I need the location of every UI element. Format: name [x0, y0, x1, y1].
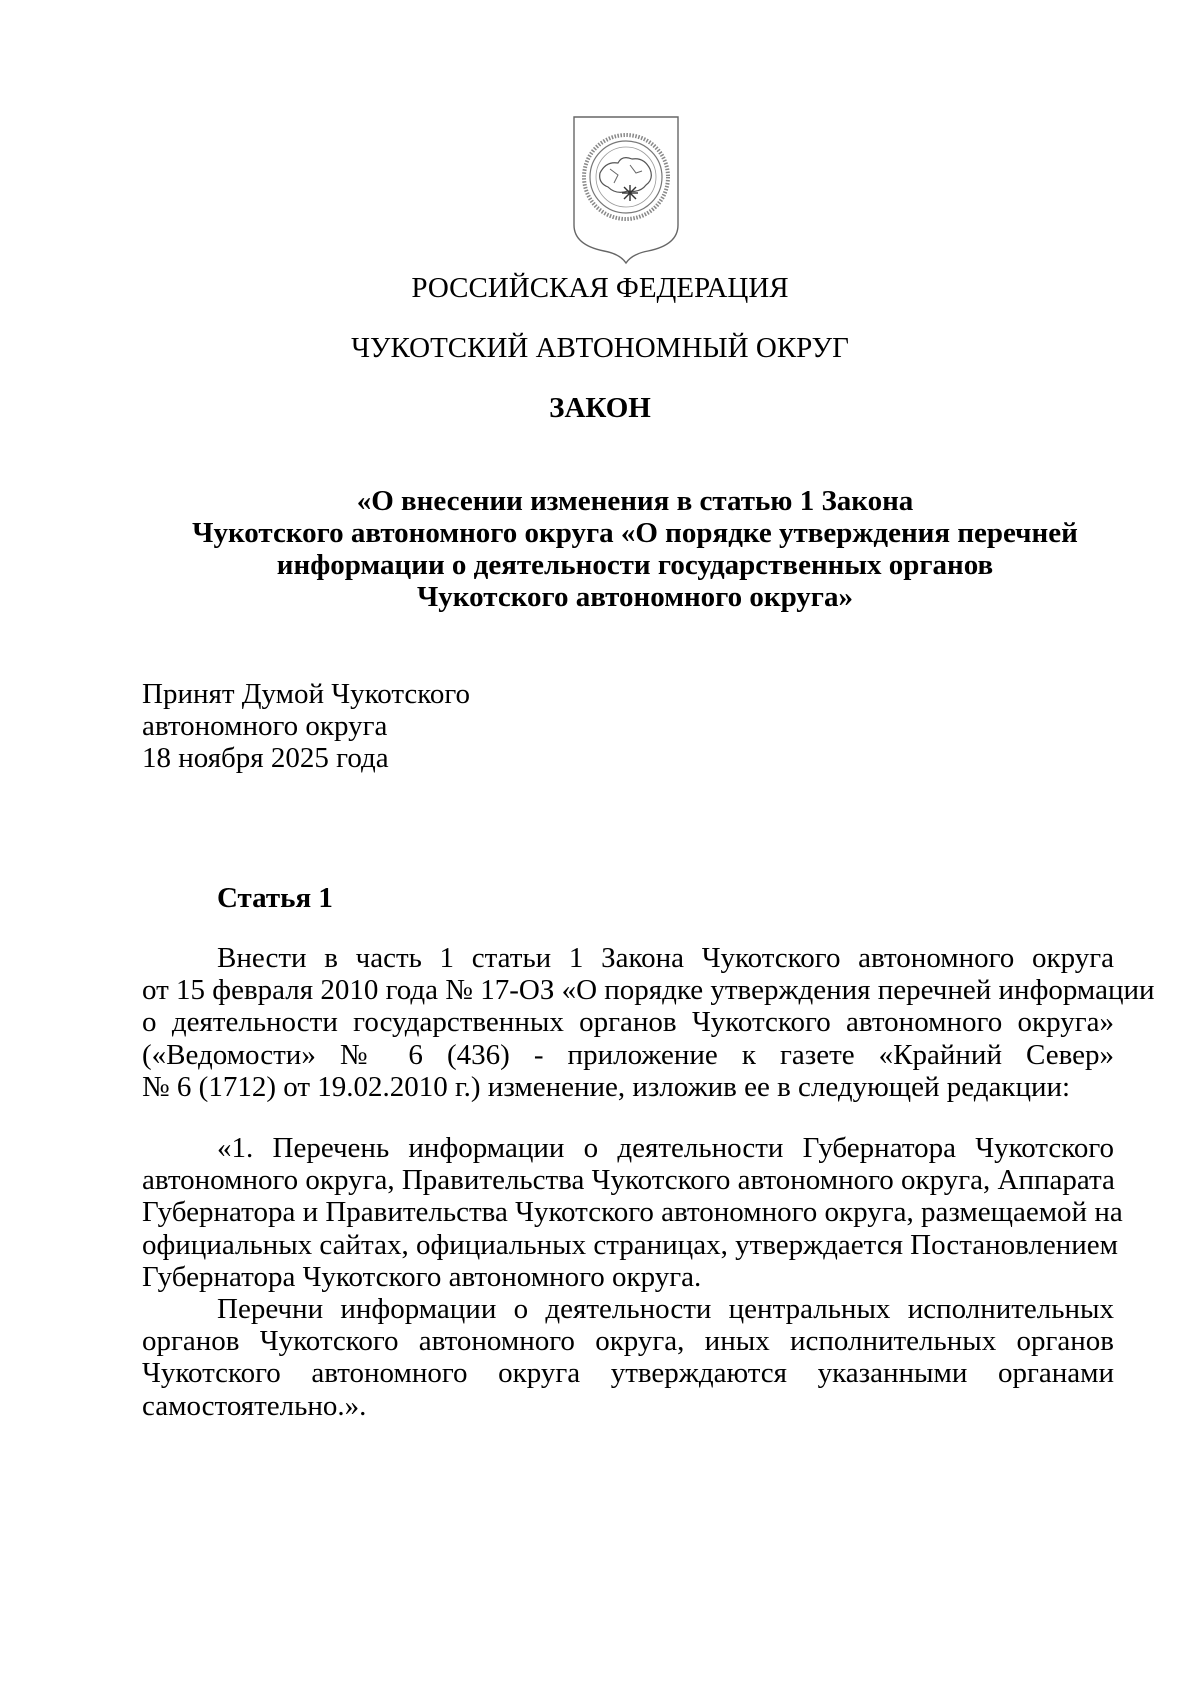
law-title	[150, 485, 1120, 613]
paragraph-line: «1. Перечень информации о деятельности Губернатора Чукотского	[217, 1132, 1114, 1164]
paragraph-line: официальных сайтах, официальных страницах, утверждается Постановлением	[142, 1228, 1119, 1261]
law-title-line: «О внесении изменения в статью 1 Закона	[356, 485, 914, 517]
paragraph-line: № 6 (1712) от 19.02.2010 г.) изменение, изложив ее в следующей редакции:	[142, 1070, 1071, 1103]
paragraph-line: о деятельности государственных органов Чукотского автономного округа»	[142, 1006, 1114, 1039]
article-paragraph-1	[142, 942, 1155, 1103]
law-title-line: информации о деятельности государственных органов	[276, 549, 994, 581]
country-heading: РОССИЙСКАЯ ФЕДЕРАЦИЯ	[411, 272, 789, 304]
paragraph-line: от 15 февраля 2010 года № 17-ОЗ «О порядке утверждения перечней информации	[142, 974, 1155, 1007]
article-paragraph-3	[142, 1293, 1114, 1422]
region-heading: ЧУКОТСКИЙ АВТОНОМНЫЙ ОКРУГ	[351, 332, 849, 364]
document-type-heading: ЗАКОН	[549, 392, 651, 424]
paragraph-line: Губернатора Чукотского автономного округа.	[142, 1260, 702, 1293]
article-paragraph-2	[142, 1132, 1123, 1293]
adoption-date: 18 ноября 2025 года	[142, 742, 389, 774]
paragraph-line: органов Чукотского автономного округа, иных исполнительных органов	[142, 1325, 1114, 1358]
adoption-note-line: Принят Думой Чукотского	[142, 678, 471, 710]
paragraph-line: самостоятельно.».	[142, 1389, 367, 1422]
paragraph-line: Перечни информации о деятельности центральных исполнительных	[217, 1293, 1114, 1325]
paragraph-line: Внести в часть 1 статьи 1 Закона Чукотского автономного округа	[217, 942, 1114, 974]
paragraph-line: автономного округа, Правительства Чукотского автономного округа, Аппарата	[142, 1164, 1115, 1197]
paragraph-line: («Ведомости» № 6 (436) - приложение к газете «Крайний Север»	[142, 1038, 1114, 1071]
coat-of-arms-icon	[570, 113, 682, 265]
adoption-note-line: автономного округа	[142, 710, 388, 742]
paragraph-line: Чукотского автономного округа утверждаются указанными органами	[142, 1357, 1114, 1390]
adoption-note	[142, 678, 470, 774]
law-title-line: Чукотского автономного округа «О порядке утверждения перечней	[192, 517, 1078, 549]
paragraph-line: Губернатора и Правительства Чукотского автономного округа, размещаемой на	[142, 1196, 1123, 1229]
article-heading: Статья 1	[217, 882, 333, 914]
law-title-line: Чукотского автономного округа»	[417, 581, 853, 613]
